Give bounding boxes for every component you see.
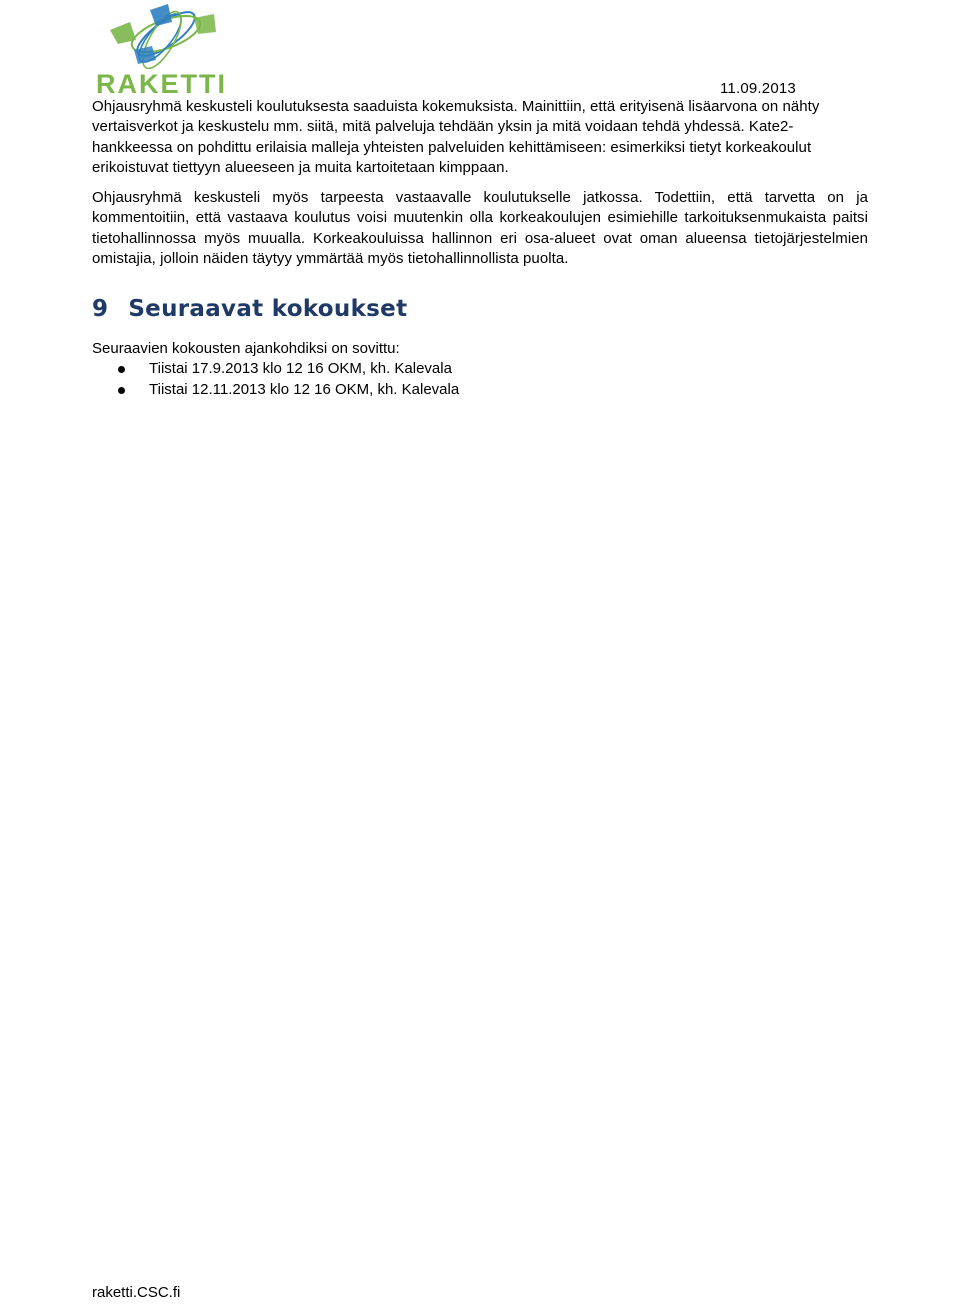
section-heading	[92, 295, 868, 323]
list-item	[92, 359, 868, 380]
bullet-icon	[118, 387, 125, 394]
section-title: Seuraavat kokoukset	[128, 296, 408, 323]
list-item	[92, 380, 868, 401]
svg-text:RAKETTI: RAKETTI	[96, 69, 227, 98]
raketti-logo	[90, 0, 250, 98]
paragraph-training-feedback: Ohjausryhmä keskusteli koulutuksesta saaduista kokemuksista. Mainittiin, että erityisenä lisäarvona on nähty vertaisverkot ja keskustelu mm. siitä, mitä palveluja tehdään yksin ja mitä voidaan tehdä yhdessä. Kate2-hankkeessa on pohdittu erilaisia malleja yhteisten palveluiden kehittämiseen: esimerkiksi tietyt korkeakoulut erikoistuvat tiettyyn alueeseen ja muita kartoitetaan kimppaan.	[92, 98, 820, 176]
footer-website: raketti.CSC.fi	[92, 1284, 181, 1301]
raketti-logo-graphic	[90, 0, 250, 98]
document-body	[92, 97, 868, 400]
document-date: 11.09.2013	[720, 80, 796, 97]
meeting-list	[92, 359, 868, 400]
meeting-date-text: Tiistai 17.9.2013 klo 12 16 OKM, kh. Kalevala	[149, 360, 452, 378]
paragraph-future-training: Ohjausryhmä keskusteli myös tarpeesta vastaavalle koulutukselle jatkossa. Todettiin, että tarvetta on ja kommentoitiin, että vastaava koulutus voisi muutenkin olla korkeakoulujen esimiehille tarkoituksenmukaista paitsi tietohallinnossa myös muualla. Korkeakouluissa hallinnon eri osa-alueet ovat oman alueensa tietojärjestelmien omistajia, jolloin näiden täytyy ymmärtää myös tietohallinnollista puolta.	[92, 189, 868, 268]
section-number: 9	[92, 296, 109, 323]
section-intro: Seuraavien kokousten ajankohdiksi on sovittu:	[92, 340, 400, 358]
meeting-date-text: Tiistai 12.11.2013 klo 12 16 OKM, kh. Kalevala	[149, 380, 460, 398]
bullet-icon	[118, 366, 125, 373]
